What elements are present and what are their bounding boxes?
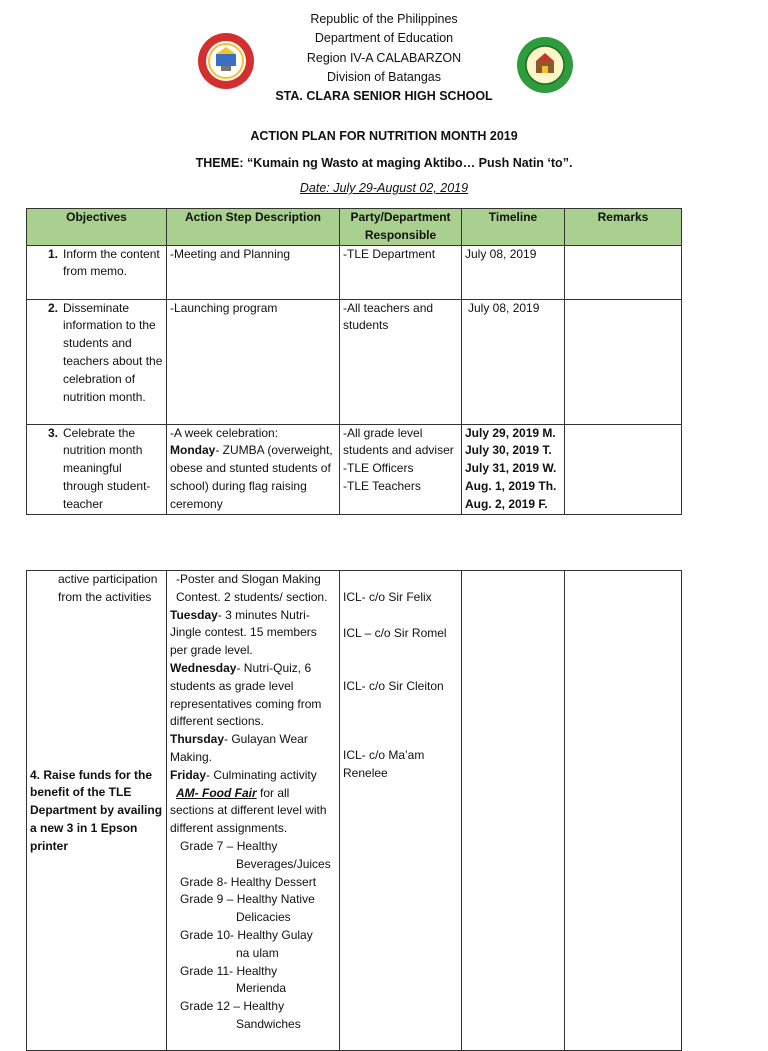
document-title: ACTION PLAN FOR NUTRITION MONTH 2019 <box>250 129 518 143</box>
objective-text: Inform the content from memo. <box>63 246 160 279</box>
grade-item-cont: Merienda <box>236 981 287 996</box>
table-row <box>27 299 682 424</box>
objective-cell <box>27 299 167 424</box>
table-header-row <box>27 209 682 246</box>
document-theme: THEME: “Kumain ng Wasto at maging Aktibo… Push Natin ‘to”. <box>195 156 573 170</box>
column-header: Timeline <box>462 209 565 246</box>
timeline-cell <box>462 571 565 1051</box>
timeline-line: July 29, 2019 M. <box>465 425 556 440</box>
objective-text: Celebrate the nutrition month meaningful through student-teacher <box>63 425 151 511</box>
day-text: - Culminating activity <box>206 767 317 782</box>
grade-item-cont: Sandwiches <box>236 1016 301 1031</box>
action-friday <box>170 767 336 785</box>
objective-cell <box>27 424 167 514</box>
action-cell <box>167 571 340 1051</box>
action-plan-table-continued <box>26 570 682 1051</box>
grade-item: Grade 7 – Healthy <box>180 838 278 853</box>
party-cell: -All teachers and students <box>340 299 462 424</box>
timeline-cell: July 08, 2019 <box>462 245 565 299</box>
day-text: - ZUMBA (overweight, obese and stunted students of school) during flag raising ceremony <box>170 443 333 511</box>
timeline-line: Aug. 2, 2019 F. <box>465 496 548 511</box>
objective-text-continued: active participation from the activities <box>58 572 158 604</box>
grade-item: Grade 12 – Healthy <box>180 999 285 1014</box>
action-cell <box>167 424 340 514</box>
day-text: - 3 minutes Nutri-Jingle contest. 15 members per grade level. <box>170 607 317 658</box>
grade-item: Grade 10- Healthy Gulay <box>180 927 313 942</box>
action-monday <box>170 442 336 513</box>
remarks-cell <box>565 299 682 424</box>
food-fair-text: for all sections at different level with different assignments. <box>170 785 327 836</box>
grade-item: Grade 8- Healthy Dessert <box>180 874 317 889</box>
grade-item-cont: Delicacies <box>236 910 291 925</box>
column-header: Action Step Description <box>167 209 340 246</box>
day-label: Wednesday <box>170 660 237 675</box>
objective-text: Disseminate information to the students and teachers about the celebration of nutrition month. <box>63 300 163 404</box>
day-label: Friday <box>170 767 207 782</box>
action-thursday <box>170 731 336 767</box>
timeline-line: July 30, 2019 T. <box>465 443 552 458</box>
party-line: -TLE Officers <box>343 461 414 476</box>
school-name: STA. CLARA SENIOR HIGH SCHOOL <box>275 89 493 104</box>
header-line: Region IV-A CALABARZON <box>306 50 462 65</box>
header-line: Department of Education <box>314 31 454 46</box>
remarks-cell <box>565 424 682 514</box>
food-fair-label: AM- Food Fair <box>176 785 257 800</box>
remarks-cell <box>565 245 682 299</box>
action-cell: -Launching program <box>167 299 340 424</box>
column-header: Remarks <box>565 209 682 246</box>
action-cell: -Meeting and Planning <box>167 245 340 299</box>
icl-line: ICL – c/o Sir Romel <box>343 625 447 640</box>
grade-item: Grade 11- Healthy <box>180 963 278 978</box>
action-plan-table <box>26 208 682 515</box>
party-line: -TLE Teachers <box>343 478 421 493</box>
table-row <box>27 245 682 299</box>
letterhead <box>0 10 768 106</box>
day-label: Monday <box>170 443 216 458</box>
icl-line: ICL- c/o Sir Felix <box>343 590 432 604</box>
objective-number: 2. <box>47 300 58 315</box>
day-label: Thursday <box>170 732 225 747</box>
column-header: Objectives <box>27 209 167 246</box>
objective-number: 1. <box>47 246 58 261</box>
timeline-cell: July 08, 2019 <box>462 299 565 424</box>
poster-contest: -Poster and Slogan Making Contest. 2 students/ section. <box>176 572 328 604</box>
day-text: - Gulayan Wear Making. <box>170 732 308 764</box>
remarks-cell <box>565 571 682 1051</box>
icl-line: ICL- c/o Sir Cleiton <box>343 678 444 693</box>
party-cell: -TLE Department <box>340 245 462 299</box>
table-row <box>27 571 682 1051</box>
action-intro: -A week celebration: <box>170 425 279 440</box>
timeline-line: July 31, 2019 W. <box>465 461 557 476</box>
action-tuesday <box>170 607 336 660</box>
day-text: - Nutri-Quiz, 6 students as grade level representatives coming from different sections. <box>170 660 322 729</box>
header-line: Republic of the Philippines <box>310 12 458 26</box>
party-cell <box>340 571 462 1051</box>
party-line: -All grade level students and adviser <box>343 425 454 458</box>
date-text: Date: July 29-August 02, 2019 <box>299 181 469 195</box>
grade-item: Grade 9 – Healthy Native <box>180 892 315 907</box>
action-wednesday <box>170 660 336 731</box>
food-fair <box>170 785 336 838</box>
table-row <box>27 424 682 514</box>
grade-item-cont: Beverages/Juices <box>236 856 331 871</box>
timeline-cell <box>462 424 565 514</box>
grade-item-cont: na ulam <box>236 945 279 960</box>
objective-cell <box>27 245 167 299</box>
timeline-line: Aug. 1, 2019 Th. <box>465 478 557 493</box>
document-date <box>0 181 768 195</box>
day-label: Tuesday <box>170 607 218 622</box>
icl-line: ICL- c/o Ma’am Renelee <box>343 748 425 781</box>
objective-number: 3. <box>47 425 58 440</box>
objective-cell <box>27 571 167 1051</box>
column-header: Party/Department Responsible <box>340 209 462 246</box>
header-line: Division of Batangas <box>327 69 441 84</box>
objective-4-text: 4. Raise funds for the benefit of the TLE Department by availing a new 3 in 1 Epson printer <box>30 767 163 853</box>
party-cell <box>340 424 462 514</box>
